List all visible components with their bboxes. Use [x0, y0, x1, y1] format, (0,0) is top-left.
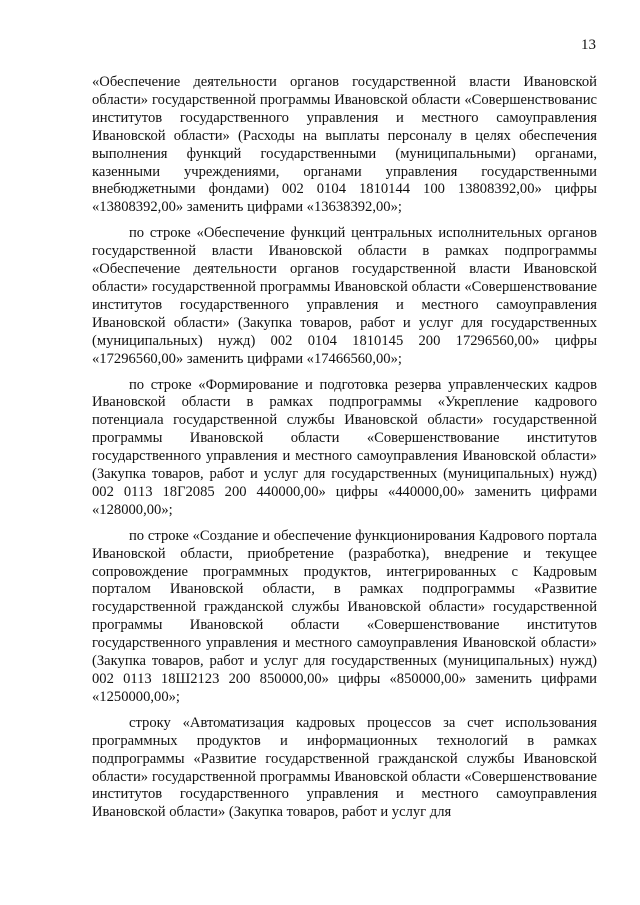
paragraph-2: по строке «Обеспечение функций центральных исполнительных органов государственной власти Ивановской области в рамках подпрограммы «Обеспечение деятельности органов государственной власти Ивановской области» государственной программы Ивановской области «Совершенствование институтов государственного управления и местного самоуправления Ивановской области» (Закупка товаров, работ и услуг для государственных (муниципальных) нужд) 002 0104 1810145 200 17296560,00» цифры «17296560,00» заменить цифрами «17466560,00»; — [92, 225, 597, 367]
paragraph-1: «Обеспечение деятельности органов государственной власти Ивановской области» государственной программы Ивановской области «Совершенствованис институтов государственного управления и местного самоуправления Ивановской области» (Расходы на выплаты персоналу в целях обеспечения выполнения функций государственными (муниципальными) органами, казенными учреждениями, органами управления государственными внебюджетными фондами) 002 0104 1810144 100 13808392,00» цифры «13808392,00» заменить цифрами «13638392,00»; — [92, 74, 597, 216]
page-number: 13 — [581, 37, 596, 53]
paragraph-4: по строке «Создание и обеспечение функционирования Кадрового портала Ивановской области, приобретение (разработка), внедрение и текущее сопровождение программных продуктов, интегрированных с Кадровым порталом Ивановской области, в рамках подпрограммы «Развитие государственной гражданской службы Ивановской области» государственной программы Ивановской области «Совершенствование институтов государственного управления и местного самоуправления Ивановской области» (Закупка товаров, работ и услуг для государственных (муниципальных) нужд) 002 0113 18Ш2123 200 850000,00» цифры «850000,00» заменить цифрами «1250000,00»; — [92, 527, 597, 705]
paragraph-5: строку «Автоматизация кадровых процессов за счет использования программных продуктов и информационных технологий в рамках подпрограммы «Развитие государственной гражданской службы Ивановской области» государственной программы Ивановской области «Совершенствование институтов государственного управления и местного самоуправления Ивановской области» (Закупка товаров, работ и услуг для — [92, 714, 597, 821]
paragraph-3: по строке «Формирование и подготовка резерва управленческих кадров Ивановской области в рамках подпрограммы «Укрепление кадрового потенциала государственной службы Ивановской области» государственной программы Ивановской области «Совершенствование институтов государственного управления и местного самоуправления Ивановской области» (Закупка товаров, работ и услуг для государственных (муниципальных) нужд) 002 0113 18Г2085 200 440000,00» цифры «440000,00» заменить цифрами «128000,00»; — [92, 376, 597, 518]
document-body — [92, 74, 597, 830]
